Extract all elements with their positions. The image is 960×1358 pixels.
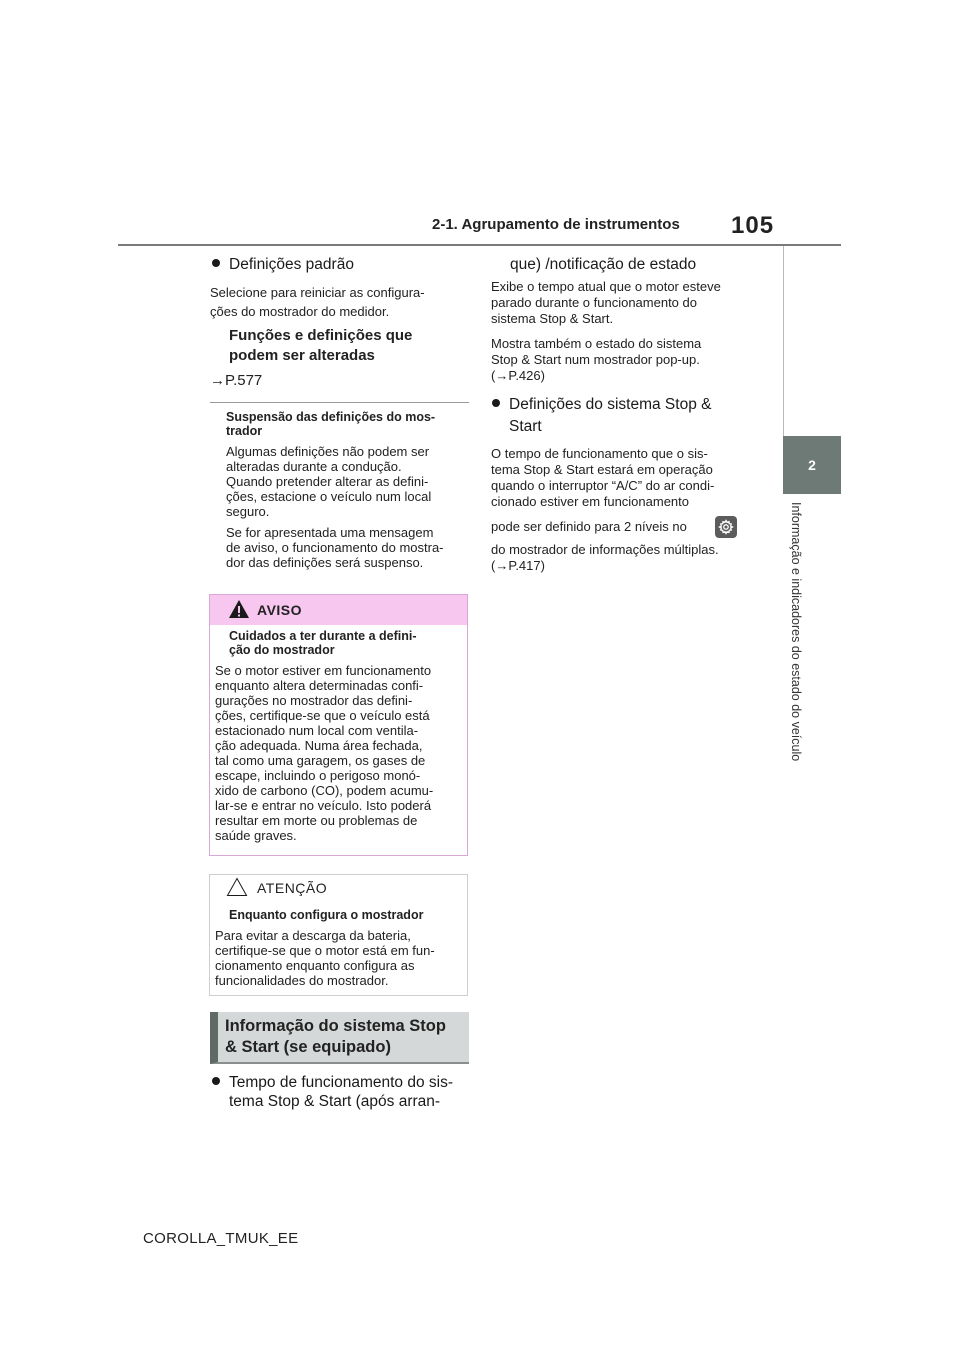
chapter-tab[interactable]: 2 — [783, 436, 841, 494]
bullet-stop-start-settings: Definições do sistema Stop & Start — [492, 394, 711, 438]
atencao-content — [215, 908, 465, 988]
functions-page-link[interactable]: →P.577 — [210, 372, 263, 389]
page-number: 105 — [731, 212, 775, 239]
settings-gear-icon — [715, 516, 737, 538]
gear-icon — [718, 519, 734, 535]
section-heading-stop-start — [210, 1012, 469, 1064]
atencao-body: Para evitar a descarga da bateria, certifique-se que o motor está em fun- cionamento enquanto configura as funcionalidades do mostrador. — [215, 928, 435, 988]
warning-icon — [228, 599, 250, 619]
right-paragraph-3-line-6: do mostrador de informações múltiplas. — [491, 542, 719, 557]
page-link-426[interactable]: (→P.426) — [491, 368, 545, 383]
aviso-body: Se o motor estiver em funcionamento enquanto altera determinadas confi- gurações no mostrador das defini- ções, certifique-se que o veículo está estacionado num local com ventila- ção adequada. Numa área fechada, tal como uma garagem, os gases de escape, incluindo o perigoso monó- xido de carbono (CO), podem acumu- lar-se e entrar no veículo. Isto poderá resultar em morte ou problemas de saúde graves. — [215, 663, 434, 843]
note-rule — [210, 402, 469, 403]
right-paragraph-3: O tempo de funcionamento que o sis- tema Stop & Start estará em operação quando o interruptor “A/C” do ar condi- cionado estiver em funcionamento — [491, 446, 715, 509]
note-title-2: trador — [226, 424, 263, 438]
right-paragraph-1: Exibe o tempo atual que o motor esteve parado durante o funcionamento do sistema Stop & Start. — [491, 279, 721, 326]
chapter-title — [781, 502, 809, 822]
aviso-title-1: Cuidados a ter durante a defini- — [229, 629, 417, 643]
atencao-label: ATENÇÃO — [257, 880, 328, 896]
default-text-line-2: ções do mostrador do medidor. — [210, 304, 390, 319]
section-title: 2-1. Agrupamento de instrumentos — [432, 216, 680, 233]
right-continuation: que) /notificação de estado — [510, 256, 697, 273]
default-text-line-1: Selecione para reiniciar as configura- — [210, 285, 425, 300]
caution-icon — [226, 877, 248, 897]
bullet-default-settings: Definições padrão — [212, 256, 354, 274]
right-paragraph-2: Mostra também o estado do sistema Stop & Start num mostrador pop-up. (→P.426) — [491, 336, 702, 383]
bullet-icon — [212, 1077, 220, 1085]
note-paragraph-2: Se for apresentada uma mensagem de aviso, o funcionamento do mostra- dor das definições será suspenso. — [226, 525, 444, 570]
aviso-label: AVISO — [257, 602, 303, 618]
aviso-content — [215, 629, 465, 843]
right-paragraph-3-line-5: pode ser definido para 2 níveis no — [491, 519, 687, 534]
side-divider — [783, 246, 841, 436]
functions-title-line-2: podem ser alteradas — [229, 347, 375, 364]
note-paragraph-1: Algumas definições não podem ser alteradas durante a condução. Quando pretender alterar as defini- ções, estacione o veículo num local seguro. — [226, 444, 432, 519]
atencao-title: Enquanto configura o mostrador — [229, 908, 424, 922]
note-title-1: Suspensão das definições do mos- — [226, 410, 436, 424]
bullet-icon — [212, 259, 220, 267]
bullet-operating-time: Tempo de funcionamento do sis- tema Stop & Start (após arran- — [212, 1073, 453, 1111]
header-rule — [118, 244, 841, 246]
footer-code: COROLLA_TMUK_EE — [143, 1230, 299, 1247]
aviso-title-2: ção do mostrador — [229, 643, 335, 657]
note-block — [226, 410, 471, 570]
functions-title-line-1: Funções e definições que — [229, 327, 413, 344]
page-link-417[interactable]: (→P.417) — [491, 558, 545, 573]
bullet-icon — [492, 399, 500, 407]
chapter-title-text: Informação e indicadores do estado do veículo — [789, 502, 803, 762]
section-heading-text: Informação do sistema Stop & Start (se equipado) — [225, 1017, 446, 1056]
